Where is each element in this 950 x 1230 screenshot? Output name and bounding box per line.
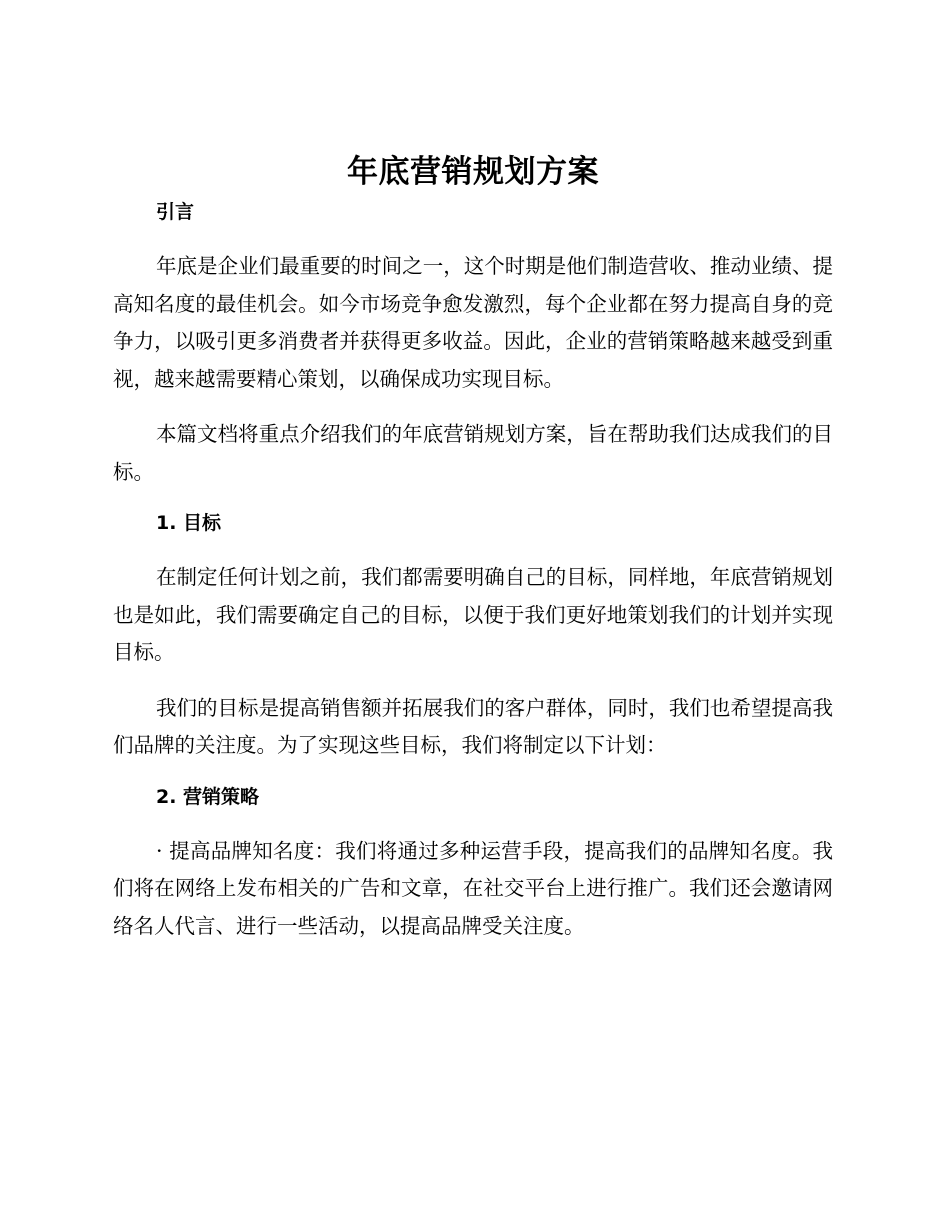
spacer xyxy=(113,811,833,833)
spacer xyxy=(113,672,833,690)
spacer xyxy=(113,537,833,559)
paragraph: 本篇文档将重点介绍我们的年底营销规划方案，旨在帮助我们达成我们的目标。 xyxy=(113,422,833,484)
document-body xyxy=(113,150,833,945)
section-heading-goals: 1. 目标 xyxy=(156,512,222,534)
section-heading-intro: 引言 xyxy=(156,201,195,223)
spacer xyxy=(113,491,833,509)
section-heading-strategy: 2. 营销策略 xyxy=(156,785,260,808)
document-title: 年底营销规划方案 xyxy=(347,154,599,190)
paragraph: 在制定任何计划之前，我们都需要明确自己的目标，同样地，年底营销规划也是如此，我们需要确定自己的目标，以便于我们更好地策划我们的计划并实现目标。 xyxy=(113,565,833,664)
spacer xyxy=(113,226,833,248)
spacer xyxy=(113,398,833,416)
spacer xyxy=(113,765,833,783)
paragraph: 我们的目标是提高销售额并拓展我们的客户群体，同时，我们也希望提高我们品牌的关注度。为了实现这些目标，我们将制定以下计划： xyxy=(113,695,833,757)
paragraph: 年底是企业们最重要的时间之一，这个时期是他们制造营收、推动业绩、提高知名度的最佳机会。如今市场竞争愈发激烈，每个企业都在努力提高自身的竞争力，以吸引更多消费者并获得更多收益。因此，企业的营销策略越来越受到重视，越来越需要精心策划，以确保成功实现目标。 xyxy=(113,254,833,391)
bullet-paragraph: · 提高品牌知名度：我们将通过多种运营手段，提高我们的品牌知名度。我们将在网络上发布相关的广告和文章，在社交平台上进行推广。我们还会邀请网络名人代言、进行一些活动，以提高品牌受关注度。 xyxy=(113,838,833,938)
